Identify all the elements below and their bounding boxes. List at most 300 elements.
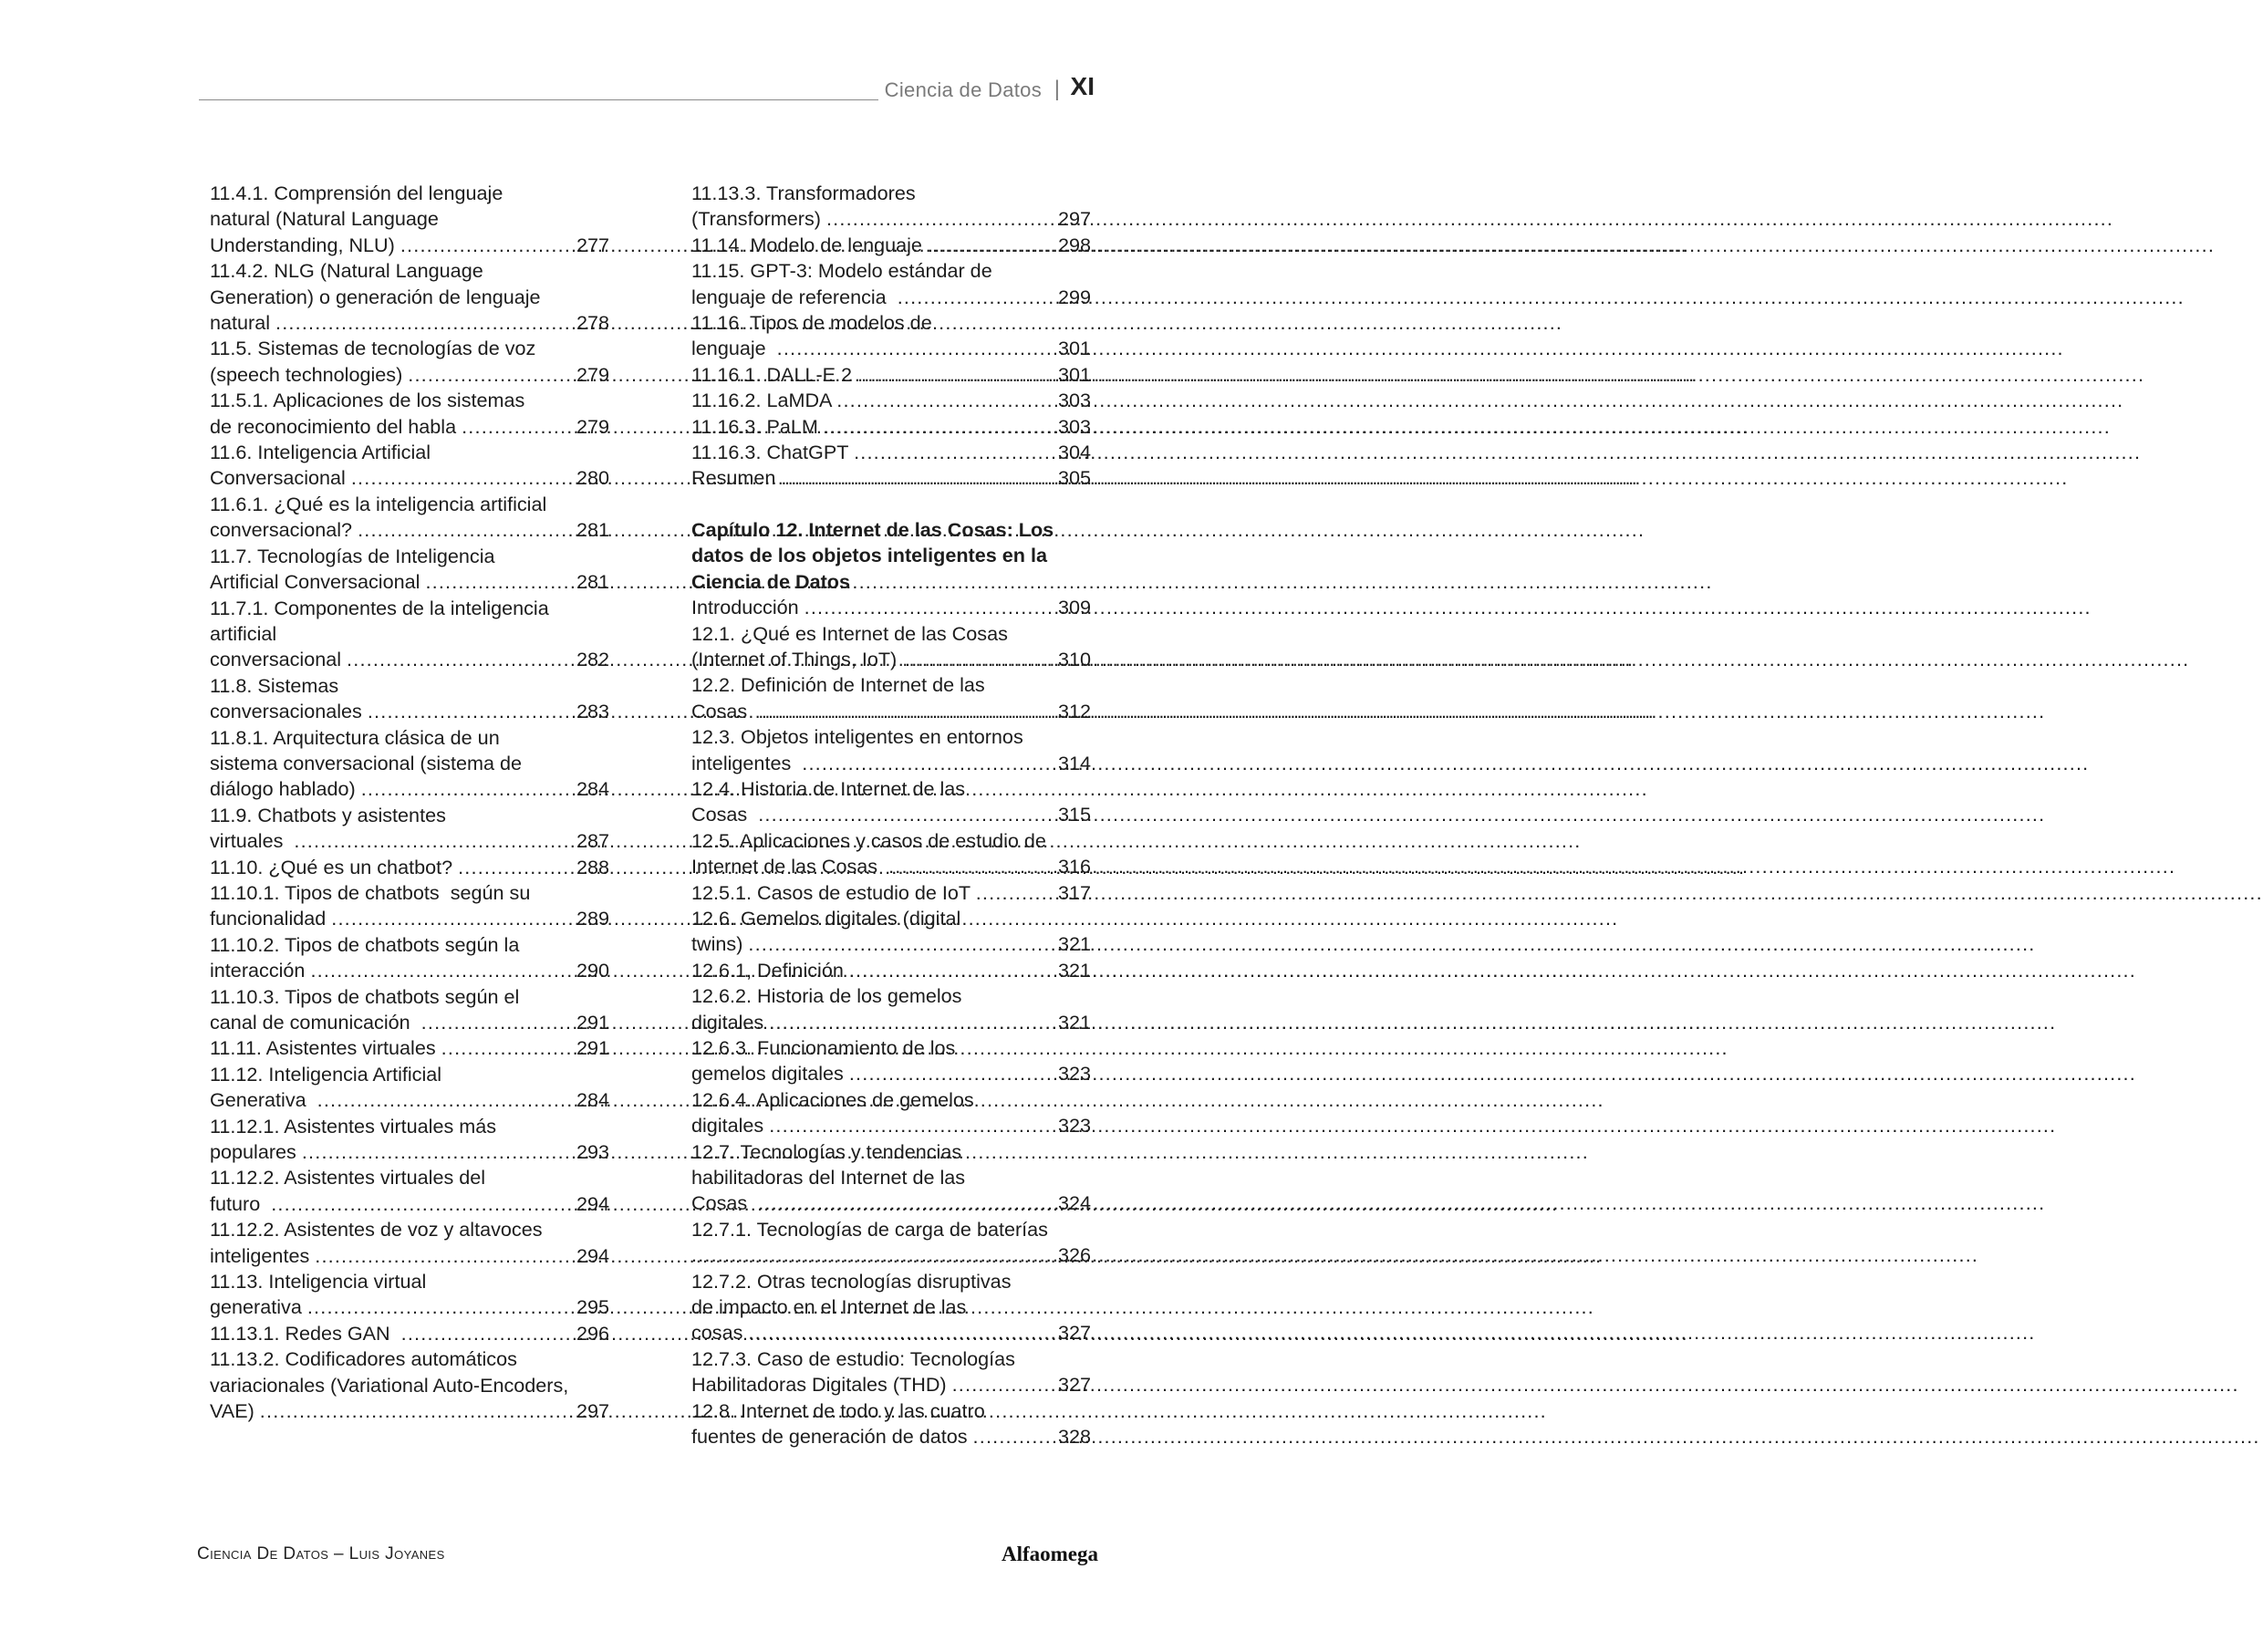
toc-page-number: 327: [1057, 1321, 1091, 1345]
toc-entry-line: [691, 1010, 1091, 1035]
toc-entry-text: inteligentes: [210, 1243, 316, 1267]
toc-entry-line: [210, 310, 609, 336]
toc-page-number: 324: [1057, 1191, 1091, 1215]
dot-leader: [836, 388, 1058, 413]
dot-leader: [854, 440, 1058, 465]
toc-page-number: 291: [576, 1011, 609, 1034]
toc-entry: [691, 1269, 1091, 1346]
toc-entry: [210, 932, 609, 984]
toc-entry-text: fuentes de generación de datos: [691, 1425, 973, 1449]
toc-entry: [210, 1165, 609, 1217]
toc-entry-line: [691, 388, 1091, 413]
toc-entry-line: 12.6.2. Historia de los gemelos: [691, 984, 962, 1008]
toc-entry-text: lenguaje: [691, 337, 777, 360]
dot-leader: [928, 233, 1058, 258]
toc-entry-line: Generation) o generación de lenguaje: [210, 285, 541, 308]
dot-leader: [294, 828, 576, 854]
toc-entry-line: 11.5.1. Aplicaciones de los sistemas: [210, 389, 525, 412]
toc-page-number: 315: [1057, 803, 1091, 826]
toc-entry-line: [691, 880, 1091, 906]
toc-entry-line: [210, 1398, 609, 1424]
toc-entry-text: virtuales: [210, 829, 295, 853]
toc-page-number: 280: [576, 466, 609, 490]
toc-entry: [691, 983, 1091, 1035]
toc-page-number: 326: [1057, 1243, 1091, 1267]
toc-entry-line: 12.1. ¿Qué es Internet de las Cosas: [691, 621, 1008, 645]
toc-entry: [691, 906, 1091, 958]
toc-entry-line: [691, 1113, 1091, 1138]
header-rule: [199, 99, 878, 100]
toc-page-number: 321: [1057, 1010, 1091, 1034]
dot-leader: [421, 1010, 576, 1035]
toc-right-top: [691, 181, 1091, 492]
toc-left-column: [210, 181, 609, 1425]
toc-entry-text: (speech technologies): [210, 362, 409, 386]
toc-entry-line: [210, 1139, 609, 1165]
toc-entry-line: [210, 958, 609, 983]
dot-leader: [275, 310, 576, 336]
toc-entry-text: (Internet of Things, IoT): [691, 647, 903, 670]
toc-entry-text: Habilitadoras Digitales (THD): [691, 1373, 952, 1397]
toc-entry-line: 12.6.3. Funcionamiento de los: [691, 1036, 956, 1059]
toc-entry-line: 12.4. Historia de Internet de las: [691, 776, 966, 800]
toc-entry-line: 11.13. Inteligencia virtual: [210, 1270, 427, 1294]
dot-leader: [888, 854, 1058, 879]
toc-entry-line: 12.6.4. Aplicaciones de gemelos: [691, 1087, 974, 1111]
toc-entry-line: [691, 1320, 1091, 1345]
toc-entry-line: 11.4.1. Comprensión del lenguaje: [210, 182, 503, 204]
toc-entry-line: 11.12. Inteligencia Artificial: [210, 1062, 442, 1086]
dot-leader: [400, 233, 576, 258]
toc-entry-line: [210, 647, 609, 672]
toc-page-number: 305: [1057, 466, 1091, 490]
toc-entry-line: 11.6.1. ¿Qué es la inteligencia artificial: [210, 492, 547, 515]
toc-entry-text: Internet de las Cosas: [691, 855, 889, 878]
toc-entry-line: [210, 465, 609, 491]
toc-page-number: 304: [1057, 441, 1091, 464]
dot-leader: [347, 647, 576, 672]
toc-page-number: 328: [1057, 1425, 1091, 1449]
toc-entry: [210, 803, 609, 855]
dot-leader: [976, 880, 1058, 906]
toc-page-number: 299: [1057, 285, 1091, 308]
toc-page-number: 303: [1057, 389, 1091, 412]
toc-entry-line: [210, 569, 609, 595]
toc-entry: [691, 1217, 1091, 1269]
toc-entry: [210, 673, 609, 725]
toc-page-number: 283: [576, 700, 609, 723]
toc-entry-line: 11.13.2. Codificadores automáticos: [210, 1347, 517, 1371]
toc-entry-line: [691, 802, 1091, 827]
toc-entry-line: [210, 855, 609, 880]
toc-entry-line: habilitadoras del Internet de las: [691, 1166, 966, 1190]
toc-entry-line: [691, 362, 1091, 388]
toc-page-number: 290: [576, 959, 609, 982]
toc-page-number: 327: [1057, 1373, 1091, 1397]
toc-page-number: 279: [576, 414, 609, 438]
toc-page-number: 284: [576, 1088, 609, 1112]
toc-entry-text: inteligentes: [691, 751, 803, 774]
dot-leader: [849, 1061, 1058, 1086]
toc-page-number: 288: [576, 855, 609, 878]
toc-entry: [691, 595, 1091, 620]
toc-entry-text: 12.5.1. Casos de estudio de IoT: [691, 880, 976, 904]
dot-leader: [307, 1294, 576, 1320]
toc-entry-line: [210, 1321, 609, 1346]
toc-entry-line: 12.2. Definición de Internet de las: [691, 673, 985, 697]
toc-entry: [210, 596, 609, 673]
toc-page-number: 298: [1057, 233, 1091, 256]
dot-leader: [973, 1424, 1058, 1449]
page-header: [199, 72, 1095, 104]
toc-entry-text: de reconocimiento del habla: [210, 414, 462, 438]
toc-entry: [210, 1269, 609, 1321]
toc-entry-line: 11.5. Sistemas de tecnologías de voz: [210, 337, 536, 360]
toc-entry-text: conversacional: [210, 648, 348, 671]
toc-entry-text: Cosas: [691, 699, 759, 722]
toc-entry-text: generativa: [210, 1295, 307, 1319]
dot-leader: [748, 931, 1058, 957]
toc-page-number: 310: [1057, 647, 1091, 670]
toc-page-number: 295: [576, 1295, 609, 1319]
toc-page-number: 296: [576, 1321, 609, 1345]
chapter-heading-line: Ciencia de Datos: [691, 569, 851, 593]
toc-entry: [691, 388, 1091, 413]
toc-entry-line: [691, 958, 1091, 983]
toc-entry-text: (Transformers): [691, 207, 826, 231]
toc-entry-text: futuro: [210, 1191, 272, 1215]
toc-entry-text: digitales: [691, 1010, 770, 1034]
toc-entry-line: variacionales (Variational Auto-Encoders,: [210, 1373, 569, 1397]
footer-publisher: Alfaomega: [1001, 1543, 1098, 1565]
toc-right-bottom: [691, 595, 1091, 1449]
toc-entry-line: [691, 1242, 1091, 1268]
toc-entry: [210, 1062, 609, 1114]
toc-entry-line: [691, 931, 1091, 957]
toc-entry-line: [691, 206, 1091, 232]
toc-entry-line: sistema conversacional (sistema de: [210, 751, 523, 774]
chapter-heading: [691, 517, 1091, 595]
toc-entry-text: Cosas: [691, 803, 759, 826]
toc-entry-line: [210, 776, 609, 802]
toc-entry-text: conversacional?: [210, 518, 358, 542]
toc-page-number: 293: [576, 1140, 609, 1164]
toc-entry-text: conversacionales: [210, 700, 368, 723]
toc-entry: [691, 440, 1091, 465]
dot-leader: [361, 776, 576, 802]
toc-entry-line: [691, 1190, 1091, 1216]
toc-page-number: 294: [576, 1243, 609, 1267]
toc-entry: [691, 958, 1091, 983]
dot-leader: [302, 1139, 576, 1165]
toc-entry: [691, 310, 1091, 362]
dot-leader: [758, 699, 1058, 724]
toc-entry-line: natural (Natural Language: [210, 207, 439, 231]
chapter-heading-line: datos de los objetos inteligentes en la: [691, 544, 1047, 567]
toc-entry: [210, 1217, 609, 1269]
dot-leader: [458, 855, 576, 880]
toc-page-number: 278: [576, 311, 609, 335]
toc-entry-text: Resumen: [691, 466, 782, 490]
toc-entry-line: [210, 233, 609, 258]
toc-entry: [210, 984, 609, 1036]
toc-entry-line: [210, 1191, 609, 1217]
dot-leader: [824, 414, 1058, 440]
toc-entry-line: [691, 414, 1091, 440]
toc-entry: [691, 233, 1091, 258]
toc-entry-line: 12.7. Tecnologías y tendencias: [691, 1139, 962, 1163]
dot-leader: [401, 1321, 576, 1346]
toc-entry-text: 11.11. Asistentes virtuales: [210, 1036, 441, 1060]
toc-page-number: 309: [1057, 596, 1091, 619]
dot-leader: [331, 906, 576, 931]
toc-page-number: 317: [1057, 880, 1091, 904]
dot-leader: [758, 1190, 1058, 1216]
toc-entry-line: 12.6. Gemelos digitales (digital: [691, 906, 961, 930]
toc-entry-text: 11.16.3. ChatGPT: [691, 441, 855, 464]
dot-leader: [952, 1372, 1058, 1397]
toc-entry-line: [210, 699, 609, 724]
toc-page-number: 312: [1057, 699, 1091, 722]
toc-entry-line: 11.7.1. Componentes de la inteligencia: [210, 596, 549, 619]
toc-entry: [691, 181, 1091, 233]
toc-page-number: 323: [1057, 1114, 1091, 1138]
toc-entry-text: 11.16.2. LaMDA: [691, 389, 837, 412]
toc-entry-line: 12.3. Objetos inteligentes en entornos: [691, 725, 1023, 749]
toc-entry-text: twins): [691, 932, 749, 956]
dot-leader: [805, 595, 1058, 620]
toc-entry-line: 11.12.2. Asistentes de voz y altavoces: [210, 1218, 543, 1242]
running-title: Ciencia de Datos: [884, 78, 1042, 101]
toc-entry-line: 12.8. Internet de todo y las cuatro: [691, 1398, 985, 1422]
dot-leader: [441, 1035, 576, 1061]
toc-entry-line: [691, 751, 1091, 776]
toc-entry-text: digitales: [691, 1114, 770, 1138]
dot-leader: [826, 206, 1058, 232]
toc-entry: [691, 362, 1091, 388]
toc-entry: [691, 776, 1091, 828]
toc-entry-text: canal de comunicación: [210, 1011, 421, 1034]
toc-entry-line: artificial: [210, 621, 277, 645]
dot-leader: [849, 958, 1058, 983]
toc-entry-line: 11.12.1. Asistentes virtuales más: [210, 1114, 497, 1138]
toc-entry: [691, 621, 1091, 673]
toc-entry: [210, 1035, 609, 1061]
toc-page-number: 287: [576, 829, 609, 853]
dot-leader: [769, 1010, 1058, 1035]
toc-entry: [691, 1035, 1091, 1087]
toc-entry: [691, 1398, 1091, 1450]
dot-leader: [748, 1320, 1058, 1345]
page-number: XI: [1070, 72, 1095, 100]
toc-entry: [210, 388, 609, 440]
toc-entry-text: Introducción: [691, 596, 805, 619]
toc-page-number: 301: [1057, 362, 1091, 386]
toc-entry-line: [691, 440, 1091, 465]
toc-entry-line: [691, 285, 1091, 310]
toc-entry-text: lenguaje de referencia: [691, 285, 898, 308]
chapter-heading-line: Capítulo 12. Internet de las Cosas: Los: [691, 517, 1054, 541]
toc-entry-line: [210, 1035, 609, 1061]
toc-entry-line: 11.13.3. Transformadores: [691, 182, 916, 204]
toc-entry: [210, 880, 609, 932]
toc-entry: [691, 1139, 1091, 1217]
toc-page-number: 281: [576, 518, 609, 542]
dot-leader: [351, 465, 576, 491]
toc-entry-text: populares: [210, 1140, 302, 1164]
toc-entry-line: [210, 1087, 609, 1113]
toc-entry-line: [691, 699, 1091, 724]
toc-page-number: 321: [1057, 958, 1091, 982]
toc-entry: [691, 465, 1091, 491]
toc-entry-line: [691, 854, 1091, 879]
toc-entry-text: Generativa: [210, 1088, 317, 1112]
toc-entry: [210, 1321, 609, 1346]
toc-page-number: 297: [1057, 207, 1091, 231]
dot-leader: [758, 802, 1058, 827]
toc-entry-text: funcionalidad: [210, 907, 332, 930]
toc-entry-line: [691, 647, 1091, 672]
toc-entry: [210, 336, 609, 388]
toc-entry-line: 11.9. Chatbots y asistentes: [210, 803, 446, 826]
toc-entry-line: de impacto en el Internet de las: [691, 1295, 967, 1319]
toc-entry-line: 11.8. Sistemas: [210, 673, 339, 697]
dot-leader: [902, 647, 1058, 672]
toc-entry: [210, 1346, 609, 1424]
toc-page-number: 282: [576, 648, 609, 671]
toc-entry-text: 11.14. Modelo de lenguaje: [691, 233, 928, 256]
toc-entry: [691, 414, 1091, 440]
toc-page-number: 314: [1057, 751, 1091, 774]
toc-entry-line: [691, 465, 1091, 491]
toc-entry-text: Artificial Conversacional: [210, 570, 426, 594]
toc-entry-line: [210, 1294, 609, 1320]
toc-entry-line: [691, 1424, 1091, 1449]
toc-entry-text: Cosas: [691, 1191, 759, 1215]
toc-page-number: 291: [576, 1036, 609, 1060]
dot-leader: [271, 1191, 576, 1217]
toc-entry: [691, 258, 1091, 310]
toc-entry: [210, 855, 609, 880]
toc-entry-line: [691, 233, 1091, 258]
toc-page-number: 297: [576, 1399, 609, 1423]
toc-entry-text: natural: [210, 311, 276, 335]
dot-leader: [260, 1398, 576, 1424]
toc-entry-line: 11.15. GPT-3: Modelo estándar de: [691, 259, 992, 283]
toc-entry-line: 11.6. Inteligencia Artificial: [210, 441, 431, 464]
dot-leader: [368, 699, 576, 724]
toc-entry-text: gemelos digitales: [691, 1062, 849, 1086]
dot-leader: [425, 569, 576, 595]
toc-page-number: 277: [576, 233, 609, 256]
dot-leader: [310, 958, 576, 983]
toc-entry: [210, 1114, 609, 1166]
dot-leader: [898, 285, 1058, 310]
toc-entry-line: [210, 1243, 609, 1269]
toc-entry-line: [691, 1061, 1091, 1086]
toc-entry-line: [210, 414, 609, 440]
toc-right-column: [691, 181, 1091, 1450]
toc-entry-text: Conversacional: [210, 466, 351, 490]
toc-entry: [210, 492, 609, 544]
toc-entry-line: [691, 336, 1091, 361]
toc-entry: [691, 828, 1091, 880]
toc-entry-line: 11.16. Tipos de modelos de: [691, 311, 932, 335]
dot-leader: [769, 1113, 1058, 1138]
toc-page-number: 281: [576, 570, 609, 594]
toc-entry-line: 12.7.2. Otras tecnologías disruptivas: [691, 1269, 1012, 1293]
toc-page-number: 279: [576, 362, 609, 386]
toc-page-number: 321: [1057, 932, 1091, 956]
toc-entry: [210, 725, 609, 803]
toc-entry-text: 11.16.1. DALL-E 2: [691, 362, 858, 386]
dot-leader: [691, 1242, 1058, 1268]
toc-entry: [210, 544, 609, 596]
toc-entry-line: 12.7.3. Caso de estudio: Tecnologías: [691, 1346, 1015, 1370]
toc-entry-text: interacción: [210, 959, 311, 982]
toc-entry: [691, 724, 1091, 776]
dot-leader: [857, 362, 1058, 388]
header-separator: |: [1054, 77, 1060, 101]
toc-entry: [210, 258, 609, 336]
toc-entry-text: 11.13.1. Redes GAN: [210, 1321, 401, 1345]
toc-entry-line: [210, 1010, 609, 1035]
toc-entry-line: 11.4.2. NLG (Natural Language: [210, 259, 483, 283]
dot-leader: [777, 336, 1058, 361]
toc-entry: [691, 1346, 1091, 1398]
toc-page-number: 284: [576, 777, 609, 801]
toc-entry-line: 11.10.1. Tipos de chatbots según su: [210, 880, 531, 904]
dot-leader: [408, 362, 576, 388]
toc-entry-text: VAE): [210, 1399, 260, 1423]
toc-entry-text: 11.16.3. PaLM: [691, 414, 824, 438]
toc-entry-line: [691, 595, 1091, 620]
toc-entry-line: 11.12.2. Asistentes virtuales del: [210, 1166, 486, 1190]
toc-entry-line: [210, 828, 609, 854]
dot-leader: [358, 517, 576, 543]
toc-entry-text: diálogo hablado): [210, 777, 361, 801]
toc-entry: [691, 1087, 1091, 1139]
toc-page-number: 303: [1057, 414, 1091, 438]
toc-entry: [691, 672, 1091, 724]
toc-entry-line: 11.7. Tecnologías de Inteligencia: [210, 544, 495, 567]
toc-page-number: 323: [1057, 1062, 1091, 1086]
toc-entry-line: 11.10.2. Tipos de chatbots según la: [210, 932, 520, 956]
toc-page-number: 301: [1057, 337, 1091, 360]
toc-entry-line: [691, 1372, 1091, 1397]
toc-entry-text: Understanding, NLU): [210, 233, 400, 256]
toc-entry-line: 11.8.1. Arquitectura clásica de un: [210, 725, 500, 749]
dot-leader: [317, 1087, 576, 1113]
toc-entry-line: [210, 362, 609, 388]
dot-leader: [802, 751, 1058, 776]
toc-entry-line: [210, 517, 609, 543]
dot-leader: [315, 1243, 576, 1269]
toc-entry-line: [210, 906, 609, 931]
toc-entry: [210, 440, 609, 492]
toc-entry-text: cosas: [691, 1321, 749, 1345]
toc-page-number: 316: [1057, 855, 1091, 878]
toc-page-number: 289: [576, 907, 609, 930]
dot-leader: [462, 414, 576, 440]
page-footer: [197, 1543, 1098, 1570]
toc-entry-line: 12.7.1. Tecnologías de carga de baterías: [691, 1217, 1048, 1241]
toc-entry: [691, 880, 1091, 906]
toc-entry-text: 11.10. ¿Qué es un chatbot?: [210, 855, 459, 878]
toc-page-number: 294: [576, 1191, 609, 1215]
toc-entry-text: 12.6.1, Definición: [691, 958, 849, 982]
dot-leader: [781, 465, 1058, 491]
